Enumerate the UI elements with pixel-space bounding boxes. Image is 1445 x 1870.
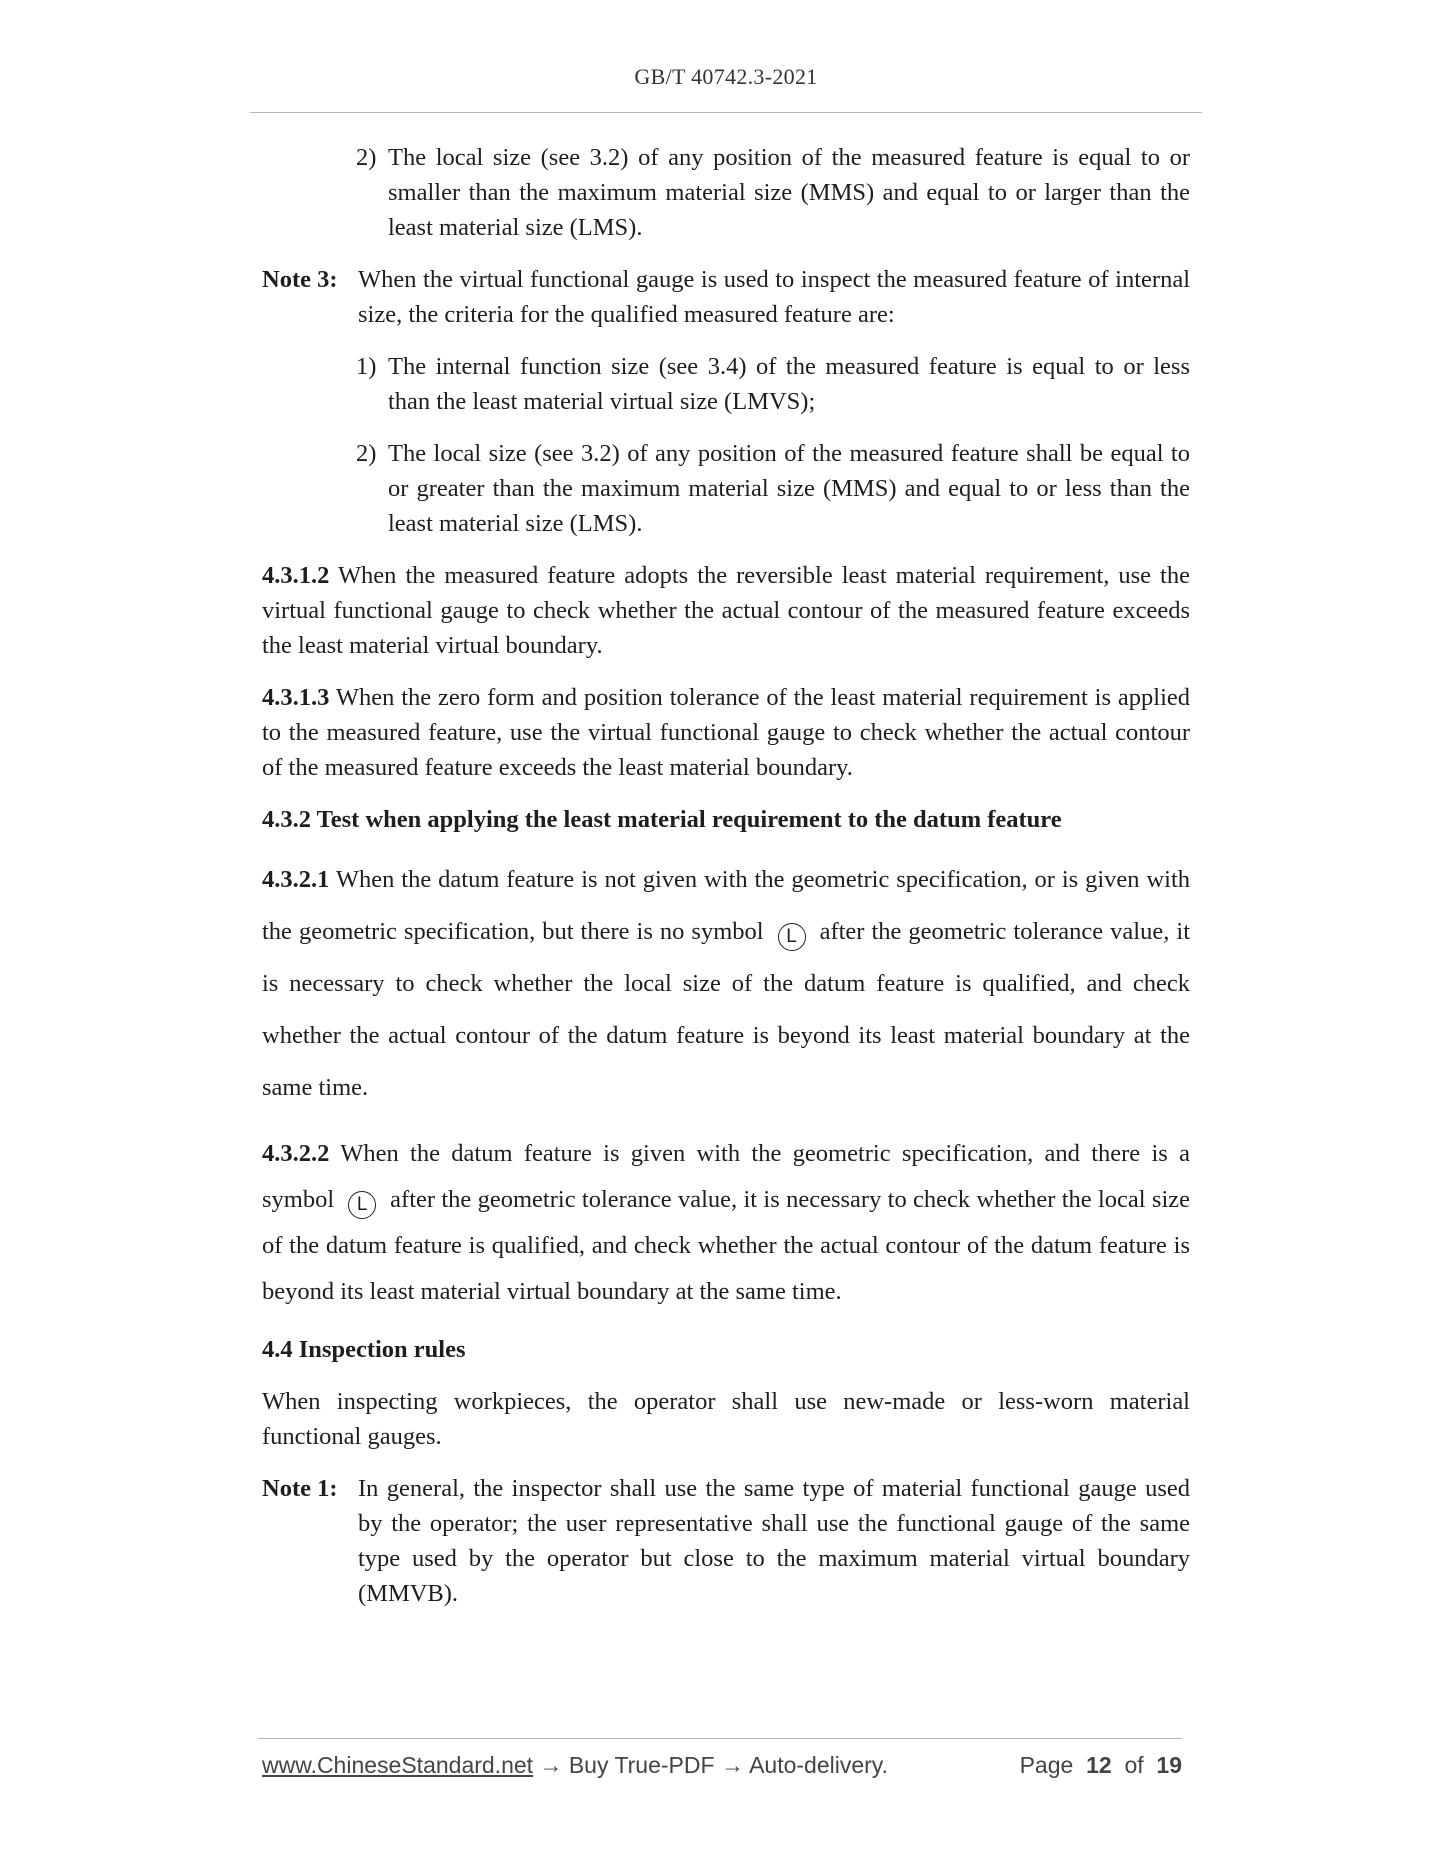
- chinesestandard-link[interactable]: www.ChineseStandard.net: [262, 1752, 534, 1778]
- page-word: Page: [1019, 1752, 1074, 1778]
- list-text: The local size (see 3.2) of any position of the measured feature shall be equal to or greater than the maximum material size (MMS) and equal to or less than the least material size (LMS).: [388, 440, 1190, 537]
- list-text: The internal function size (see 3.4) of the measured feature is equal to or less than the least material virtual size (LMVS);: [388, 353, 1190, 415]
- list-item: [356, 349, 1190, 419]
- note-3: [262, 262, 1190, 332]
- clause-4-3-2-1: [262, 854, 1190, 1114]
- clause-text: after the geometric tolerance value, it is necessary to check whether the local size of the datum feature is qualified, and check whether the actual contour of the datum feature is beyond its least material boundary at the same time.: [262, 918, 1190, 1101]
- arrow-icon: →: [539, 1752, 563, 1778]
- clause-number: 4.3.2.1: [262, 866, 330, 893]
- heading-4-3-2: 4.3.2 Test when applying the least material requirement to the datum feature: [262, 806, 1062, 833]
- heading-4-4: 4.4 Inspection rules: [262, 1336, 466, 1363]
- clause-4-3-1-3: [262, 680, 1190, 785]
- buy-pdf-text: Buy True-PDF: [568, 1752, 715, 1778]
- arrow-icon: →: [720, 1752, 744, 1778]
- list-number: 1): [356, 353, 377, 380]
- clause-text: after the geometric tolerance value, it is necessary to check whether the local size of the datum feature is qualified, and check whether the actual contour of the datum feature is beyond its least material virtual boundary at the same time.: [262, 1186, 1190, 1305]
- of-word: of: [1124, 1752, 1144, 1778]
- note-1: [262, 1471, 1190, 1611]
- list-item: [356, 140, 1190, 245]
- page-content: [262, 140, 1190, 1611]
- footer-promo: [262, 1752, 888, 1779]
- note-text: When the virtual functional gauge is used to inspect the measured feature of internal size, the criteria for the qualified measured feature are:: [358, 266, 1190, 328]
- header-divider: [250, 112, 1202, 113]
- clause-number: 4.3.2.2: [262, 1140, 330, 1167]
- list-number: 2): [356, 144, 377, 171]
- clause-number: 4.3.1.3: [262, 684, 330, 711]
- note-text: In general, the inspector shall use the same type of material functional gauge used by the operator; the user representative shall use the functional gauge of the same type used by the operator but close to the maximum material virtual boundary (MMVB).: [358, 1475, 1190, 1607]
- footer-divider: [258, 1738, 1182, 1739]
- clause-4-3-1-2: [262, 558, 1190, 663]
- page-indicator: [1020, 1752, 1182, 1779]
- note-label: Note 3:: [262, 266, 338, 293]
- clause-text: When the zero form and position tolerance of the least material requirement is applied to the measured feature, use the virtual functional gauge to check whether the actual contour of the measured feature exceeds the least material boundary.: [262, 684, 1190, 781]
- least-material-symbol-icon: L: [348, 1191, 376, 1219]
- paragraph-4-4: When inspecting workpieces, the operator shall use new-made or less-worn material functional gauges.: [262, 1388, 1190, 1450]
- clause-text: When the datum feature is not given with the geometric specification, or is given with the geometric specification, but there is no symbol: [262, 866, 1190, 945]
- list-text: The local size (see 3.2) of any position of the measured feature is equal to or smaller than the maximum material size (MMS) and equal to or larger than the least material size (LMS).: [388, 144, 1190, 241]
- list-number: 2): [356, 440, 377, 467]
- document-id-header: GB/T 40742.3-2021: [634, 64, 818, 89]
- clause-4-3-2-2: [262, 1131, 1190, 1315]
- auto-delivery-text: Auto-delivery.: [749, 1752, 888, 1778]
- clause-text: When the datum feature is given with the geometric specification, and there is a symbol: [262, 1140, 1190, 1213]
- note-label: Note 1:: [262, 1475, 338, 1502]
- least-material-symbol-icon: L: [778, 923, 806, 951]
- clause-number: 4.3.1.2: [262, 562, 330, 589]
- list-item: [356, 436, 1190, 541]
- page-total: 19: [1156, 1752, 1182, 1778]
- clause-text: When the measured feature adopts the reversible least material requirement, use the virtual functional gauge to check whether the actual contour of the measured feature exceeds the least material virtual boundary.: [262, 562, 1190, 659]
- page-number: 12: [1086, 1752, 1112, 1778]
